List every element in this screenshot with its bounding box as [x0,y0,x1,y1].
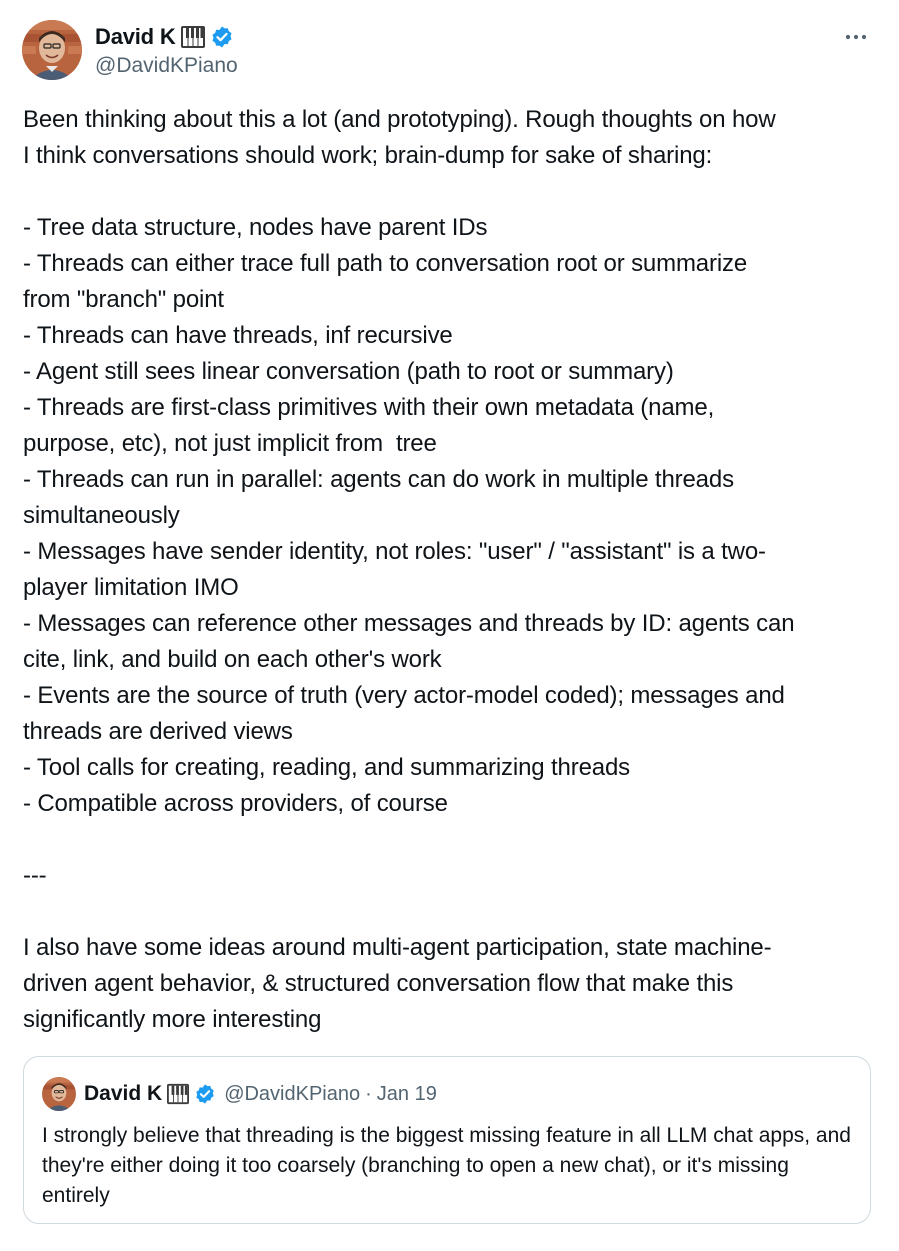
quoted-tweet[interactable] [23,1056,871,1224]
author-handle[interactable]: @DavidKPiano [95,54,238,77]
author-display-name[interactable]: David K [95,24,176,49]
verified-badge-icon [194,1083,216,1105]
quoted-author-name: David K [84,1082,163,1105]
tweet-header [22,20,877,82]
quoted-tweet-date[interactable]: Jan 19 [376,1082,437,1105]
more-options-icon [844,33,868,41]
tweet-text: Been thinking about this a lot (and prototyping). Rough thoughts on how I think conversations should work; brain-dump for sake of sharing: - Tree data structure, nodes have parent IDs - Threads can either trace full path to conversation root or summarize from "branch" point - Threads can have threads, inf recursive - Agent still sees linear conversation (path to root or summary) - Threads are first-class primitives with their own metadata (name, purpose, etc), not just implicit from tree - Threads can run in parallel: agents can do work in multiple threads simultaneously - Messages have sender identity, not roles: "user" / "assistant" is a two- player limitation IMO - Messages can reference other messages and threads by ID: agents can cite, link, and build on each other's work - Events are the source of truth (very actor-model coded); messages and threads are derived views - Tool calls for creating, reading, and summarizing threads - Compatible across providers, of course --- I also have some ideas around multi-agent participation, state machine- driven agent behavior, & structured conversation flow that make this significantly more interesting [23,106,795,1033]
author-info [95,22,238,78]
quoted-tweet-text: I strongly believe that threading is the biggest missing feature in all LLM chat apps, and they're either doing it too coarsely (branching to open a new chat), or it's missing entirely [42,1124,851,1207]
musical-keyboard-icon [180,25,206,49]
more-options-button[interactable] [841,24,871,50]
quoted-tweet-header [42,1077,437,1111]
verified-badge-icon[interactable] [210,25,234,49]
quoted-avatar [42,1077,76,1111]
musical-keyboard-icon [166,1083,190,1105]
avatar[interactable] [22,20,82,80]
quoted-author-handle: @DavidKPiano [224,1082,361,1105]
separator-dot: · [365,1082,372,1105]
